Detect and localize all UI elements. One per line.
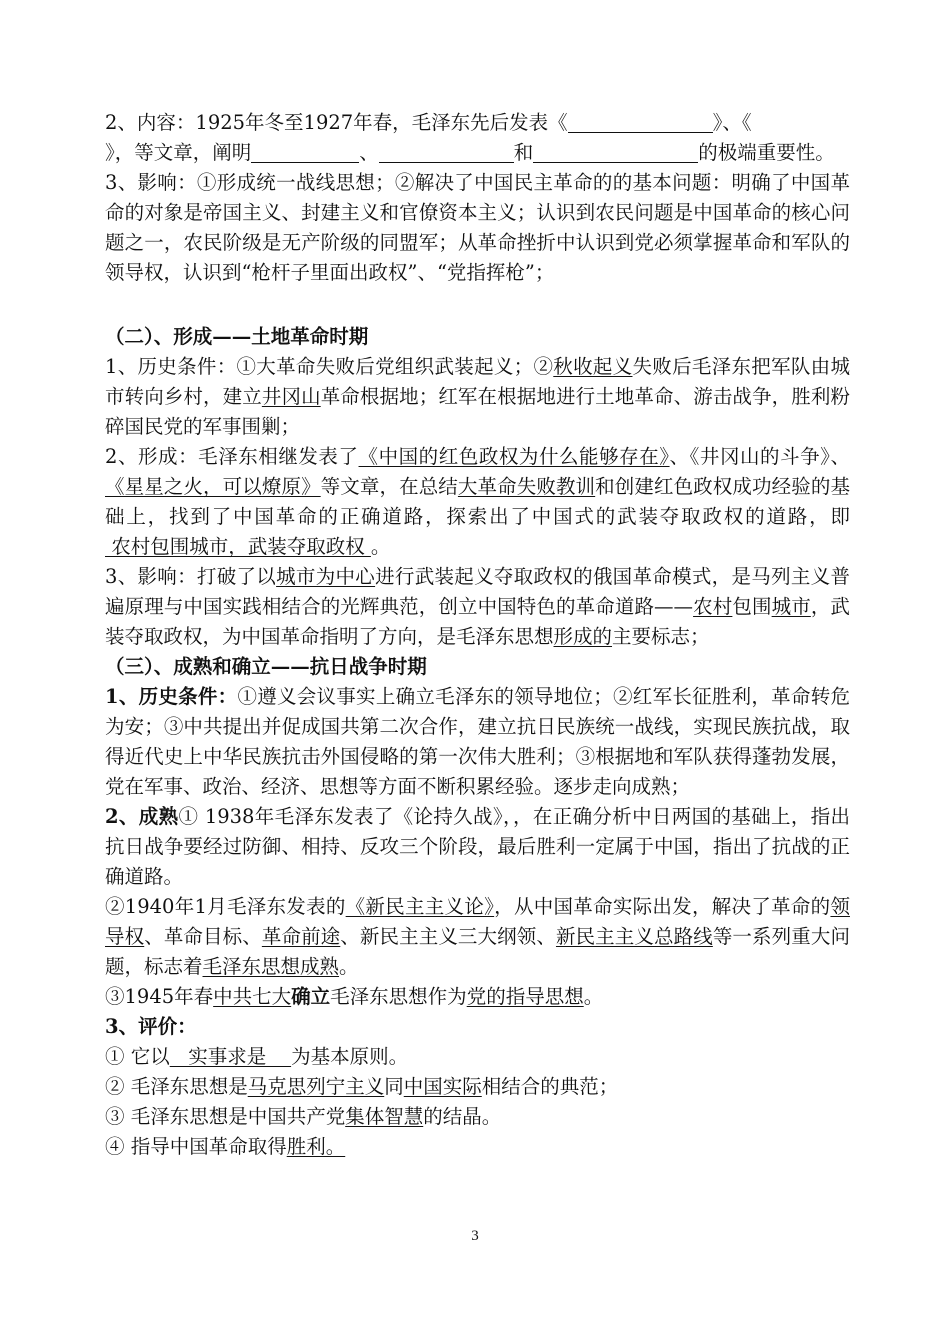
text: 为基本原则。 <box>291 1045 409 1068</box>
text: 3、影响：打破了以 <box>105 565 277 588</box>
text: 相结合的典范； <box>481 1075 619 1098</box>
text: 1、历史条件：①大革命失败后党组织武装起义；② <box>105 355 554 378</box>
evaluation-item-4 <box>105 1132 850 1162</box>
underlined-answer: 农村包围城市，武装夺取政权 <box>105 535 371 558</box>
page-number: 3 <box>471 1228 479 1244</box>
maturity-paragraph <box>105 802 850 892</box>
text: 失败后毛泽东把军队由城市转向乡村，建立 <box>105 355 850 408</box>
section-heading-maturity: （三）、成熟和确立——抗日战争时期 <box>105 655 427 678</box>
history-conditions-paragraph <box>105 352 850 442</box>
underlined-answer: 集体智慧 <box>345 1105 424 1128</box>
text: 和创建红色政权成功经验的基础上，找到了中国革命的正确道路，探索出了中国式的武装夺取政权的道路，即 <box>105 475 850 528</box>
underlined-answer: 《新民主主义论》 <box>345 895 495 918</box>
bold-text: 确立 <box>291 985 331 1008</box>
document-body <box>105 108 850 1162</box>
text: ，武装夺取政权，为中国革命指明了方向，是毛泽东思想 <box>105 595 850 648</box>
underlined-answer: 《星星之火，可以燎原》 <box>105 475 321 498</box>
text: 革命根据地；红军在根据地进行土地革命、游击战争，胜利粉碎国民党的军事围剿； <box>105 385 850 438</box>
underlined-answer: 胜利。 <box>286 1135 346 1158</box>
evaluation-heading: 3、评价： <box>105 1015 197 1038</box>
text: 》、《 <box>712 111 752 134</box>
new-democracy-paragraph <box>105 892 850 982</box>
text: ④ 指导中国革命取得 <box>105 1135 287 1158</box>
influence-paragraph: 3、影响：①形成统一战线思想；②解决了中国民主革命的的基本问题：明确了中国革命的对象是帝国主义、封建主义和官僚资本主义；认识到农民问题是中国革命的核心问题之一，农民阶级是无产阶级的同盟军；从革命挫折中认识到党必须掌握革命和军队的领导权，认识到“枪杆子里面出政权”、“党指挥枪”； <box>105 171 850 284</box>
text: 的结晶。 <box>423 1105 502 1128</box>
underlined-answer: 中共七大 <box>213 985 292 1008</box>
underlined-answer: 城市 <box>771 595 811 618</box>
text: ②1940年1月毛泽东发表的 <box>105 895 346 918</box>
text: 同 <box>384 1075 404 1098</box>
underlined-answer: 毛泽东思想成熟 <box>202 955 340 978</box>
impact-paragraph <box>105 562 850 652</box>
text: 的极端重要性。 <box>698 141 835 164</box>
underlined-answer: 实事求是 <box>169 1045 292 1068</box>
text: 主要标志； <box>612 625 710 648</box>
text: 包围 <box>732 595 772 618</box>
spacer <box>105 288 850 322</box>
text: 。 <box>339 955 359 978</box>
underlined-answer: 马克思列宁主义 <box>247 1075 385 1098</box>
text: 进行武装起义夺取政权的俄国革命模式，是马列主义普遍原理与中国实践相结合的光辉典范，创立中国特色的革命道路—— <box>105 565 850 618</box>
fill-blank[interactable] <box>379 140 514 163</box>
text: ③1945年春 <box>105 985 214 1008</box>
text: 2、内容：1925年冬至1927年春，毛泽东先后发表《 <box>105 111 568 134</box>
seventh-congress-paragraph <box>105 982 850 1012</box>
text: 毛泽东思想作为 <box>330 985 467 1008</box>
evaluation-item-1 <box>105 1042 850 1072</box>
underlined-answer: 党的指导思想 <box>466 985 584 1008</box>
text: 、革命目标、 <box>144 925 262 948</box>
text: 和 <box>513 141 534 164</box>
text: 。 <box>583 985 604 1008</box>
bold-label: 1、历史条件： <box>105 685 238 708</box>
formation-paragraph <box>105 442 850 562</box>
text: 2、形成：毛泽东相继发表了 <box>105 445 359 468</box>
text: ② 毛泽东思想是 <box>105 1075 248 1098</box>
text: ③ 毛泽东思想是中国共产党 <box>105 1105 346 1128</box>
text: ① 1938年毛泽东发表了《论持久战》，，在正确分析中日两国的基础上，指出抗日战争要经过防御、相持、反攻三个阶段，最后胜利一定属于中国，指出了抗战的正确道路。 <box>105 805 850 888</box>
text: 、 <box>359 141 379 164</box>
text: 等文章，在总结 <box>320 475 458 498</box>
underlined-answer: 城市为中心 <box>276 565 376 588</box>
bold-label: 2、成熟 <box>105 805 179 828</box>
fill-blank[interactable] <box>251 140 359 163</box>
evaluation-item-2 <box>105 1072 850 1102</box>
evaluation-item-3 <box>105 1102 850 1132</box>
fill-blank[interactable] <box>533 140 698 163</box>
underlined-answer: 《中国的红色政权为什么能够存在》 <box>358 445 670 468</box>
text: ，从中国革命实际出发，解决了革命的 <box>494 895 831 918</box>
text: 、《井冈山的斗争》、 <box>669 445 850 468</box>
underlined-answer: 革命前途 <box>261 925 341 948</box>
text: 等一系列重大问题，标志着 <box>105 925 850 978</box>
text: 》，等文章，阐明 <box>105 141 252 164</box>
underlined-answer: 农村 <box>693 595 733 618</box>
underlined-answer: 中国实际 <box>403 1075 482 1098</box>
underlined-answer: 秋收起义 <box>553 355 633 378</box>
history-conditions-paragraph-2 <box>105 682 850 802</box>
underlined-answer: 领导权 <box>105 895 850 948</box>
text: 、新民主主义三大纲领、 <box>340 925 556 948</box>
section-heading-formation: （二）、形成——土地革命时期 <box>105 325 369 348</box>
underlined-answer: 井冈山 <box>261 385 321 408</box>
fill-blank[interactable] <box>568 110 713 133</box>
underlined-answer: 大革命失败教训 <box>457 475 596 498</box>
content-paragraph <box>105 108 850 168</box>
underlined-answer: 新民主主义总路线 <box>555 925 713 948</box>
text: ①遵义会议事实上确立毛泽东的领导地位；②红军长征胜利，革命转危为安；③中共提出并促成国共第二次合作，建立抗日民族统一战线，实现民族抗战，取得近代史上中华民族抗击外国侵略的第一次伟大胜利；③根据地和军队获得蓬勃发展，党在军事、政治、经济、思想等方面不断积累经验。逐步走向成熟； <box>105 685 850 798</box>
text: 。 <box>370 535 391 558</box>
underlined-answer: 形成的 <box>553 625 613 648</box>
text: ① 它以 <box>105 1045 170 1068</box>
